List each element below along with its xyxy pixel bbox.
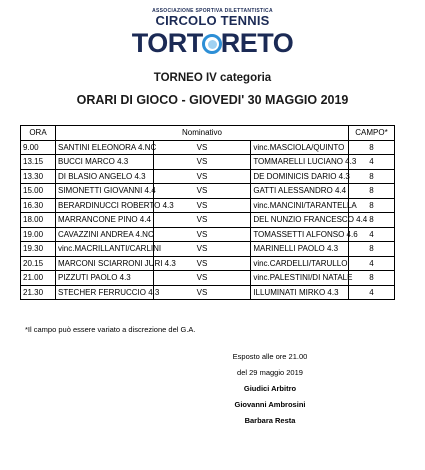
cell-campo: 4 (349, 256, 395, 271)
cell-player-2: vinc.MANCINI/TARANTELLA (251, 198, 349, 213)
cell-player-1: BERARDINUCCI ROBERTO 4.3 (56, 198, 154, 213)
cell-vs: VS (153, 184, 251, 199)
cell-ora: 16.30 (21, 198, 56, 213)
cell-vs: VS (153, 169, 251, 184)
cell-player-2: vinc.PALESTINI/DI NATALE (251, 271, 349, 286)
cell-campo: 4 (349, 155, 395, 170)
cell-ora: 13.15 (21, 155, 56, 170)
club-logo (0, 8, 425, 57)
cell-player-1: SANTINI ELEONORA 4.NC (56, 140, 154, 155)
cell-ora: 21.30 (21, 285, 56, 300)
posted-date: del 29 maggio 2019 (237, 368, 303, 377)
cell-ora: 20.15 (21, 256, 56, 271)
cell-ora: 18.00 (21, 213, 56, 228)
table-row (21, 184, 395, 199)
cell-player-1: CAVAZZINI ANDREA 4.NC (56, 227, 154, 242)
table-row (21, 140, 395, 155)
cell-campo: 8 (349, 213, 395, 228)
cell-player-2: DEL NUNZIO FRANCESCO 4.4 (251, 213, 349, 228)
cell-vs: VS (153, 155, 251, 170)
table-row (21, 169, 395, 184)
cell-player-1: vinc.MACRILLANTI/CARLINI (56, 242, 154, 257)
logo-club-name: CIRCOLO TENNIS (155, 13, 270, 28)
cell-ora: 19.00 (21, 227, 56, 242)
cell-campo: 4 (349, 227, 395, 242)
cell-ora: 21.00 (21, 271, 56, 286)
table-row (21, 198, 395, 213)
cell-ora: 15.00 (21, 184, 56, 199)
logo-town (0, 29, 425, 57)
schedule-table (20, 125, 395, 300)
cell-player-1: BUCCI MARCO 4.3 (56, 155, 154, 170)
cell-campo: 8 (349, 198, 395, 213)
schedule-subtitle: ORARI DI GIOCO - GIOVEDI' 30 MAGGIO 2019 (76, 93, 349, 107)
logo-town-right: RETO (220, 28, 294, 58)
cell-player-2: GATTI ALESSANDRO 4.4 (251, 184, 349, 199)
cell-player-1: STECHER FERRUCCIO 4.3 (56, 285, 154, 300)
table-row (21, 256, 395, 271)
cell-ora: 9.00 (21, 140, 56, 155)
header-campo: CAMPO* (349, 126, 395, 141)
cell-player-1: DI BLASIO ANGELO 4.3 (56, 169, 154, 184)
cell-ora: 13.30 (21, 169, 56, 184)
cell-vs: VS (153, 271, 251, 286)
cell-player-1: MARCONI SCIARRONI JURI 4.3 (56, 256, 154, 271)
cell-player-2: vinc.CARDELLI/TARULLO (251, 256, 349, 271)
cell-campo: 8 (349, 169, 395, 184)
tennis-ball-icon (202, 34, 222, 54)
cell-player-1: PIZZUTI PAOLO 4.3 (56, 271, 154, 286)
cell-campo: 8 (349, 140, 395, 155)
referee-name-1: Giovanni Ambrosini (234, 400, 306, 409)
posted-time: Esposto alle ore 21.00 (232, 352, 308, 361)
header-nominativo: Nominativo (56, 126, 349, 141)
cell-player-2: ILLUMINATI MIRKO 4.3 (251, 285, 349, 300)
cell-vs: VS (153, 213, 251, 228)
cell-vs: VS (153, 227, 251, 242)
cell-player-2: TOMMARELLI LUCIANO 4.3 (251, 155, 349, 170)
cell-vs: VS (153, 242, 251, 257)
table-row (21, 155, 395, 170)
cell-campo: 4 (349, 285, 395, 300)
table-row (21, 285, 395, 300)
cell-ora: 19.30 (21, 242, 56, 257)
cell-campo: 8 (349, 184, 395, 199)
table-row (21, 213, 395, 228)
logo-town-left: TORT (131, 28, 203, 58)
cell-campo: 8 (349, 242, 395, 257)
cell-player-2: MARINELLI PAOLO 4.3 (251, 242, 349, 257)
cell-player-2: DE DOMINICIS DARIO 4.3 (251, 169, 349, 184)
tournament-title: TORNEO IV categoria (153, 72, 272, 84)
logo-association: ASSOCIAZIONE SPORTIVA DILETTANTISTICA (152, 8, 273, 14)
cell-vs: VS (153, 285, 251, 300)
court-note: *Il campo può essere variato a discrezione del G.A. (25, 325, 196, 334)
header-ora: ORA (21, 126, 56, 141)
cell-vs: VS (153, 198, 251, 213)
referees-label: Giudici Arbitro (243, 384, 297, 393)
cell-campo: 8 (349, 271, 395, 286)
cell-player-2: vinc.MASCIOLA/QUINTO (251, 140, 349, 155)
cell-player-2: TOMASSETTI ALFONSO 4.6 (251, 227, 349, 242)
cell-vs: VS (153, 256, 251, 271)
table-row (21, 227, 395, 242)
table-header-row (21, 126, 395, 141)
cell-vs: VS (153, 140, 251, 155)
table-row (21, 271, 395, 286)
cell-player-1: MARRANCONE PINO 4.4 (56, 213, 154, 228)
referee-name-2: Barbara Resta (244, 416, 296, 425)
table-row (21, 242, 395, 257)
cell-player-1: SIMONETTI GIOVANNI 4.4 (56, 184, 154, 199)
